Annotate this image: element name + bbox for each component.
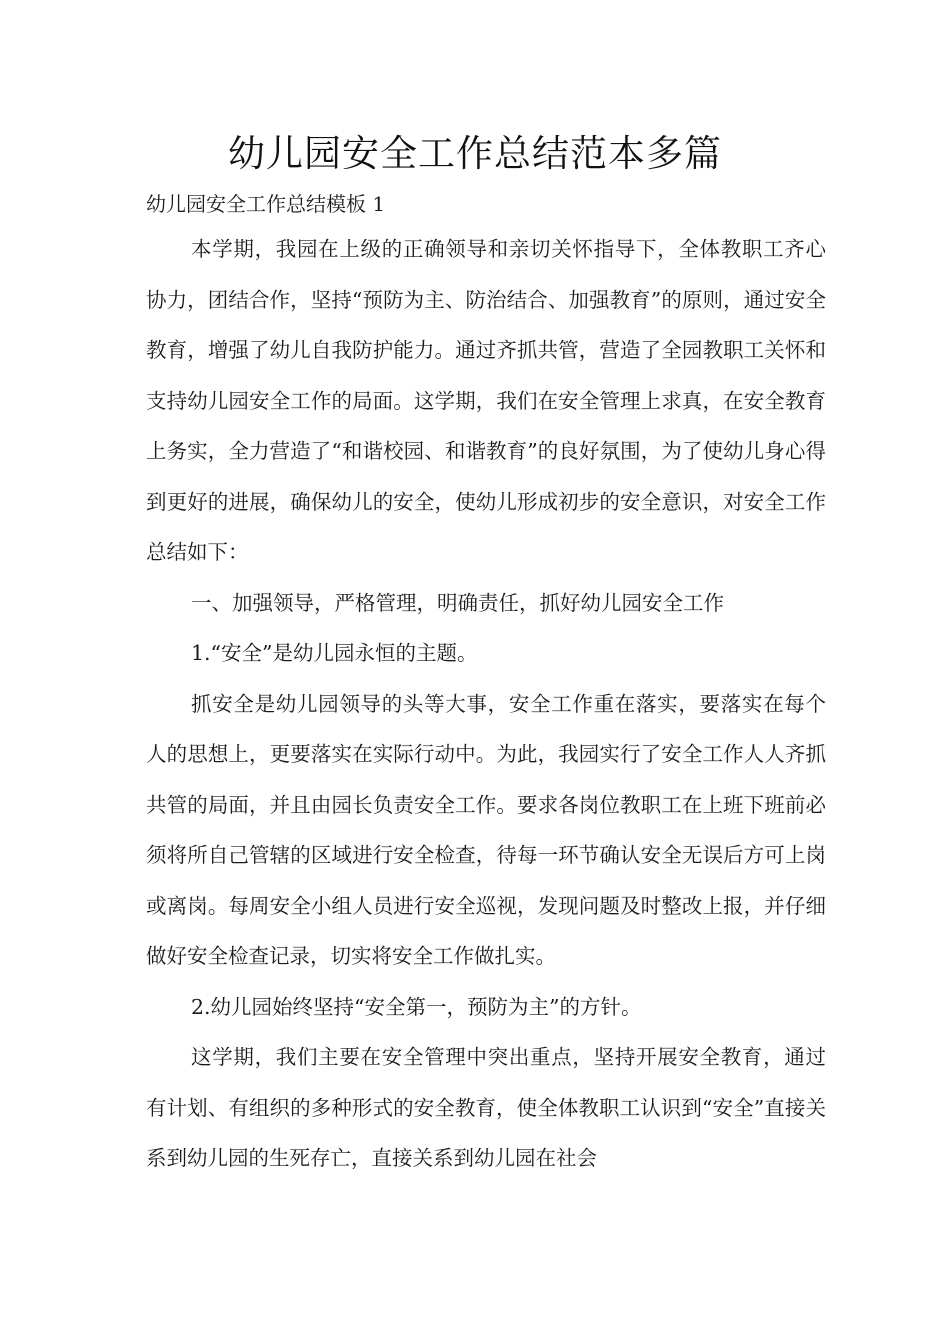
paragraph-intro: 本学期，我园在上级的正确领导和亲切关怀指导下，全体教职工齐心协力，团结合作，坚持“预防为主、防治结合、加强教育”的原则，通过安全教育，增强了幼儿自我防护能力。通过齐抓共管，营造了全园教职工关怀和支持幼儿园安全工作的局面。这学期，我们在安全管理上求真，在安全教育上务实，全力营造了“和谐校园、和谐教育”的良好氛围，为了使幼儿身心得到更好的进展，确保幼儿的安全，使幼儿形成初步的安全意识，对安全工作总结如下： (146, 237, 826, 564)
item-heading-2: 2.幼儿园始终坚持“安全第一，预防为主”的方针。 (191, 994, 642, 1019)
document-title: 幼儿园安全工作总结范本多篇 (228, 132, 722, 175)
paragraph-item-2: 这学期，我们主要在安全管理中突出重点，坚持开展安全教育，通过有计划、有组织的多种形式的安全教育，使全体教职工认识到“安全”直接关系到幼儿园的生死存亡，直接关系到幼儿园在社会 (146, 1045, 826, 1170)
section-heading-1: 一、加强领导，严格管理，明确责任，抓好幼儿园安全工作 (191, 590, 724, 615)
item-heading-1: 1.“安全”是幼儿园永恒的主题。 (191, 641, 478, 665)
paragraph-item-1: 抓安全是幼儿园领导的头等大事，安全工作重在落实，要落实在每个人的思想上，更要落实在实际行动中。为此，我园实行了安全工作人人齐抓共管的局面，并且由园长负责安全工作。要求各岗位教职工在上班下班前必须将所自己管辖的区域进行安全检查，待每一环节确认安全无误后方可上岗或离岗。每周安全小组人员进行安全巡视，发现问题及时整改上报，并仔细做好安全检查记录，切实将安全工作做扎实。 (146, 691, 826, 968)
document-subtitle: 幼儿园安全工作总结模板 1 (146, 192, 386, 216)
document-body (146, 224, 826, 1184)
